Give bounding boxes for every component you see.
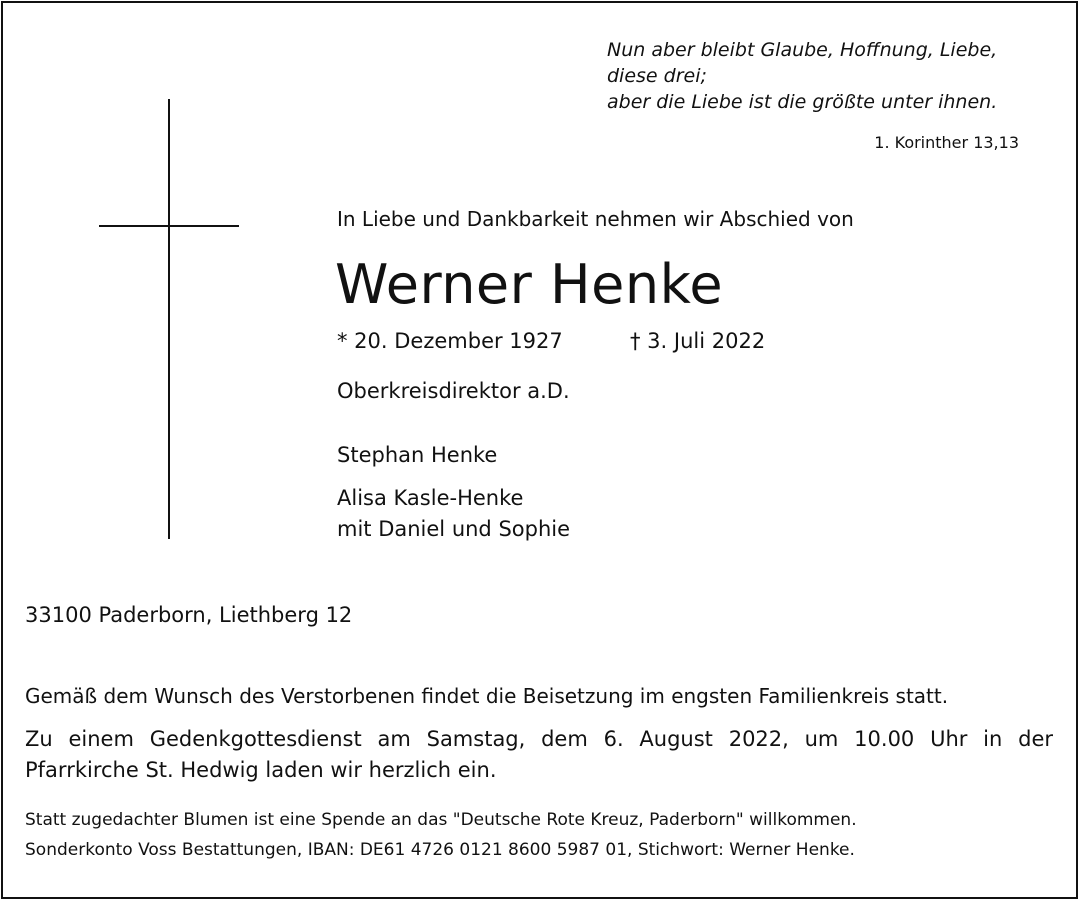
verse-line-2: diese drei; (607, 65, 707, 87)
service-notice-line-1: Zu einem Gedenkgottesdienst am Samstag, dem 6. August 2022, um 10.00 Uhr in der (25, 727, 1053, 751)
death-date: † 3. Juli 2022 (630, 329, 766, 353)
deceased-title: Oberkreisdirektor a.D. (337, 379, 570, 403)
verse-line-1: Nun aber bleibt Glaube, Hoffnung, Liebe, (607, 39, 998, 61)
mourner-2-line-2: mit Daniel und Sophie (337, 517, 571, 541)
deceased-name: Werner Henke (335, 253, 724, 316)
intro-text: In Liebe und Dankbarkeit nehmen wir Abschied von (337, 207, 854, 231)
cross-vertical-bar (168, 99, 170, 539)
verse-citation: 1. Korinther 13,13 (874, 133, 1019, 152)
service-notice-line-2: Pfarrkirche St. Hedwig laden wir herzlich ein. (25, 758, 497, 782)
cross-horizontal-bar (99, 225, 239, 227)
donation-line-1: Statt zugedachter Blumen ist eine Spende an das "Deutsche Rote Kreuz, Paderborn" willkommen. (25, 810, 857, 830)
family-address: 33100 Paderborn, Liethberg 12 (25, 603, 353, 627)
donation-line-2: Sonderkonto Voss Bestattungen, IBAN: DE61 4726 0121 8600 5987 01, Stichwort: Werner Henke. (25, 840, 855, 860)
verse-line-3: aber die Liebe ist die größte unter ihnen. (607, 91, 998, 113)
mourner-2-line-1: Alisa Kasle-Henke (337, 486, 524, 510)
mourner-1: Stephan Henke (337, 443, 498, 467)
burial-notice: Gemäß dem Wunsch des Verstorbenen findet die Beisetzung im engsten Familienkreis statt. (25, 684, 949, 708)
birth-date: * 20. Dezember 1927 (337, 329, 563, 353)
